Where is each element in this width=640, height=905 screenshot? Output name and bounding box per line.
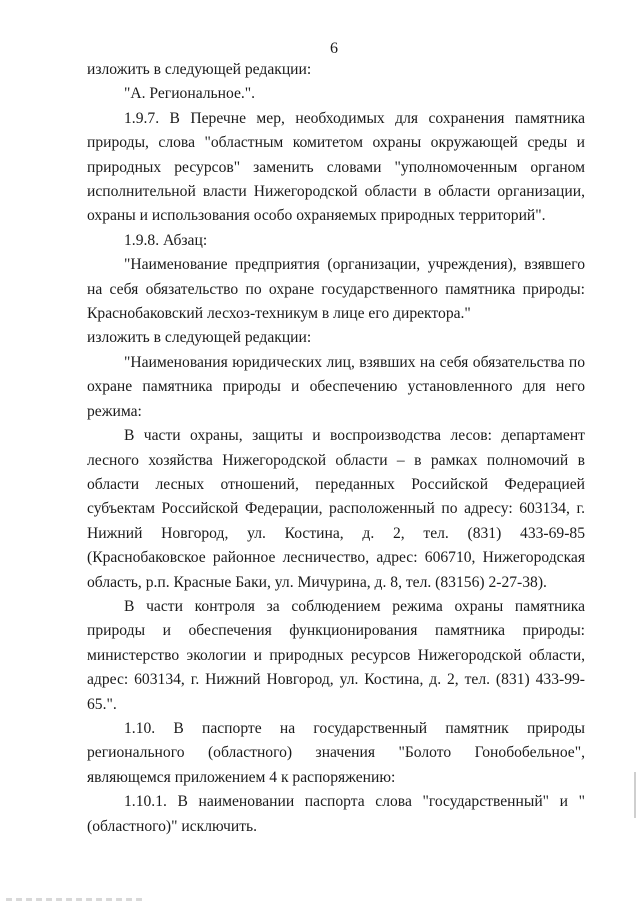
- paragraph: "А. Региональное.".: [124, 85, 256, 103]
- paragraph: изложить в следующей редакции:: [87, 61, 312, 78]
- paragraph: В части охраны, защиты и воспроизводства лесов: департамент лесного хозяйства Нижегородской области – в рамках полномочий в области лесных отношений, переданных Российской Федерацией субъектам Российской Федерации, расположенный по адресу: 603134, г. Нижний Новгород, ул. Костина, д. 2, тел. (831) 433-69-85 (Краснобаковское районное лесничество, адрес: 606710, Нижегородская область, р.п. Красные Баки, ул. Мичурина, д. 8, тел. (83156) 2-27-38).: [87, 427, 585, 591]
- paragraph: "Наименования юридических лиц, взявших на себя обязательства по охране памятника природы и обеспечению установленного для него режима:: [87, 353, 585, 420]
- paragraph: В части контроля за соблюдением режима охраны памятника природы и обеспечения функционирования памятника природы: министерство экологии и природных ресурсов Нижегородской области, адрес: 603134, г. Нижний Новгород, ул. Костина, д. 2, тел. (831) 433-99-65.".: [87, 597, 585, 713]
- scan-edge-mark: [634, 772, 636, 818]
- paragraph: "Наименование предприятия (организации, учреждения), взявшего на себя обязательство по охране государственного памятника природы: Краснобаковский лесхоз-техникум в лице его директора.": [87, 256, 585, 323]
- paragraph: 1.9.8. Абзац:: [124, 231, 208, 249]
- paragraph: 1.10.1. В наименовании паспорта слова "государственный" и "(областного)" исключить.: [87, 793, 585, 835]
- paragraph: 1.9.7. В Перечне мер, необходимых для сохранения памятника природы, слова "областным комитетом охраны окружающей среды и природных ресурсов" заменить словами "уполномоченным органом исполнительной власти Нижегородской области в области организации, охраны и использования особо охраняемых природных территорий".: [87, 109, 585, 225]
- page-number: 6: [330, 40, 338, 57]
- document-body: [87, 58, 585, 839]
- scan-bottom-marks: [6, 898, 146, 901]
- paragraph: 1.10. В паспорте на государственный памятник природы регионального (областного) значения "Болото Гонобобельное", являющемся приложением 4 к распоряжению:: [87, 719, 585, 786]
- paragraph: изложить в следующей редакции:: [87, 329, 312, 347]
